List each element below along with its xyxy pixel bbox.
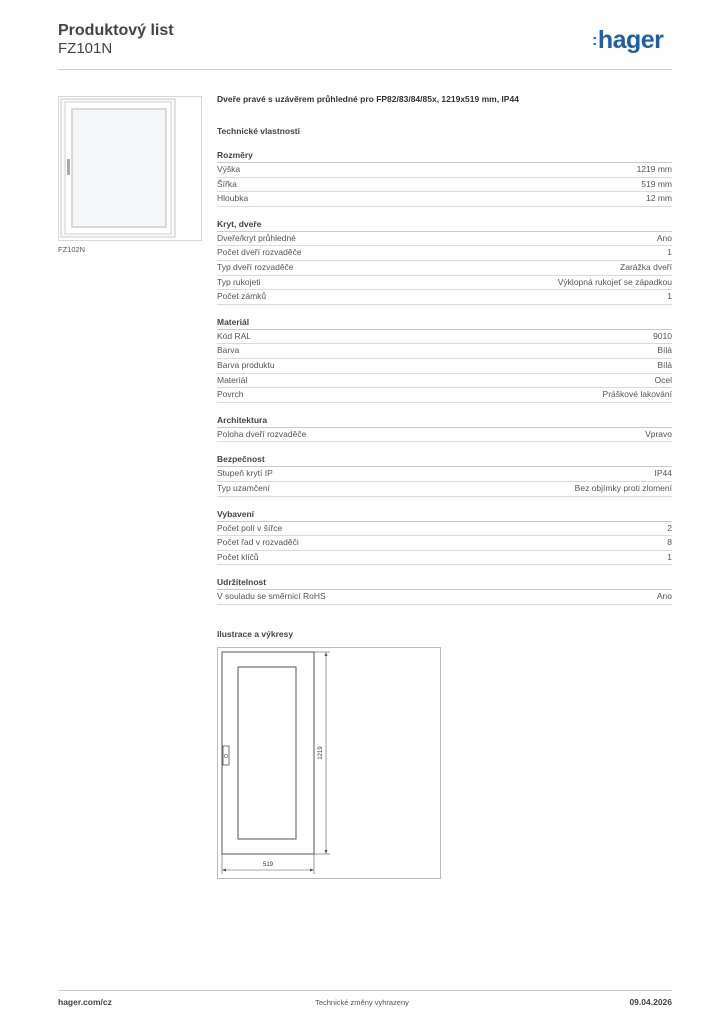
thumbnail-caption: FZ102N xyxy=(58,245,86,254)
property-row xyxy=(217,276,672,291)
property-label: V souladu se směrnicí RoHS xyxy=(217,591,326,602)
property-label: Dveře/kryt průhledné xyxy=(217,232,296,243)
page-title: Produktový list xyxy=(58,22,174,39)
product-details xyxy=(217,94,672,615)
property-label: Povrch xyxy=(217,389,244,400)
property-label: Barva produktu xyxy=(217,359,275,370)
property-label: Kód RAL xyxy=(217,330,252,341)
property-label: Typ rukojeti xyxy=(217,276,261,287)
property-label: Typ dveří rozvaděče xyxy=(217,261,294,272)
product-thumbnail xyxy=(58,96,202,241)
illustrations-heading: Ilustrace a výkresy xyxy=(217,629,294,639)
property-value: 1 xyxy=(667,291,672,302)
property-row xyxy=(217,551,672,566)
property-row xyxy=(217,290,672,305)
property-label: Stupeň krytí IP xyxy=(217,468,273,479)
property-row xyxy=(217,359,672,374)
property-label: Materiál xyxy=(217,374,248,385)
property-label: Počet zámků xyxy=(217,291,267,302)
property-row xyxy=(217,428,672,443)
property-group-title: Kryt, dveře xyxy=(217,217,672,232)
property-label: Počet řad v rozvaděči xyxy=(217,537,299,548)
property-value: Ano xyxy=(656,591,672,602)
property-row xyxy=(217,261,672,276)
header-divider xyxy=(58,69,672,70)
property-row xyxy=(217,330,672,345)
tech-properties-heading: Technické vlastnosti xyxy=(217,126,300,136)
logo-dots: : xyxy=(592,32,597,49)
property-row xyxy=(217,522,672,537)
property-group xyxy=(217,507,672,566)
property-value: 1 xyxy=(667,551,672,562)
property-value: 12 mm xyxy=(646,193,672,204)
property-group-title: Architektura xyxy=(217,413,672,428)
product-code: FZ101N xyxy=(58,40,113,57)
footer-website: hager.com/cz xyxy=(58,997,112,1007)
property-value: Vpravo xyxy=(645,428,672,439)
property-label: Počet klíčů xyxy=(217,551,259,562)
property-row xyxy=(217,536,672,551)
footer-notice: Technické změny vyhrazeny xyxy=(315,998,409,1007)
property-row xyxy=(217,246,672,261)
property-label: Hloubka xyxy=(217,193,249,204)
property-label: Poloha dveří rozvaděče xyxy=(217,428,307,439)
property-row xyxy=(217,178,672,193)
property-row xyxy=(217,192,672,207)
property-value: Práškové lakování xyxy=(602,389,672,400)
property-row xyxy=(217,163,672,178)
property-value: Ocel xyxy=(654,374,672,385)
door-thumbnail-image xyxy=(59,97,201,240)
technical-drawing xyxy=(217,647,441,879)
product-description: Dveře pravé s uzávěrem průhledné pro FP82/83/84/85x, 1219x519 mm, IP44 xyxy=(217,94,519,104)
property-label: Typ uzamčení xyxy=(217,482,270,493)
dimension-height-label: 1219 xyxy=(318,746,324,760)
property-value: 1 xyxy=(667,247,672,258)
property-value: 2 xyxy=(667,522,672,533)
property-group xyxy=(217,217,672,305)
property-label: Barva xyxy=(217,345,240,356)
property-value: Bílá xyxy=(657,345,672,356)
property-group xyxy=(217,413,672,443)
property-group-title: Vybavení xyxy=(217,507,672,522)
property-label: Počet dveří rozvaděče xyxy=(217,247,302,258)
property-value: Bez objímky proti zlomení xyxy=(574,482,672,493)
property-group-title: Rozměry xyxy=(217,148,672,163)
property-row xyxy=(217,232,672,247)
hager-logo xyxy=(592,28,663,53)
property-group xyxy=(217,575,672,605)
footer-date: 09.04.2026 xyxy=(629,997,672,1007)
property-row xyxy=(217,482,672,497)
property-value: Ano xyxy=(656,232,672,243)
property-value: 8 xyxy=(667,537,672,548)
logo-text: hager xyxy=(597,26,664,54)
property-value: Zarážka dveří xyxy=(620,261,672,272)
property-row xyxy=(217,467,672,482)
property-group xyxy=(217,148,672,207)
property-groups xyxy=(217,148,672,605)
property-label: Výška xyxy=(217,164,241,174)
property-value: 519 mm xyxy=(641,178,672,189)
property-group-title: Bezpečnost xyxy=(217,452,672,467)
dimension-width-label: 519 xyxy=(262,862,274,868)
property-value: 1219 mm xyxy=(636,164,672,174)
property-group-title: Materiál xyxy=(217,315,672,330)
property-group xyxy=(217,452,672,496)
property-group xyxy=(217,315,672,403)
property-value: Výklopná rukojeť se západkou xyxy=(557,276,672,287)
property-value: Bílá xyxy=(657,359,672,370)
property-row xyxy=(217,374,672,389)
door-dimension-drawing xyxy=(218,648,440,878)
property-row xyxy=(217,344,672,359)
property-row xyxy=(217,388,672,403)
property-value: IP44 xyxy=(654,468,672,479)
footer-divider xyxy=(58,990,672,991)
property-group-title: Udržitelnost xyxy=(217,575,672,590)
property-row xyxy=(217,590,672,605)
property-label: Počet polí v šířce xyxy=(217,522,283,533)
property-value: 9010 xyxy=(653,330,672,341)
property-label: Šířka xyxy=(217,178,237,189)
